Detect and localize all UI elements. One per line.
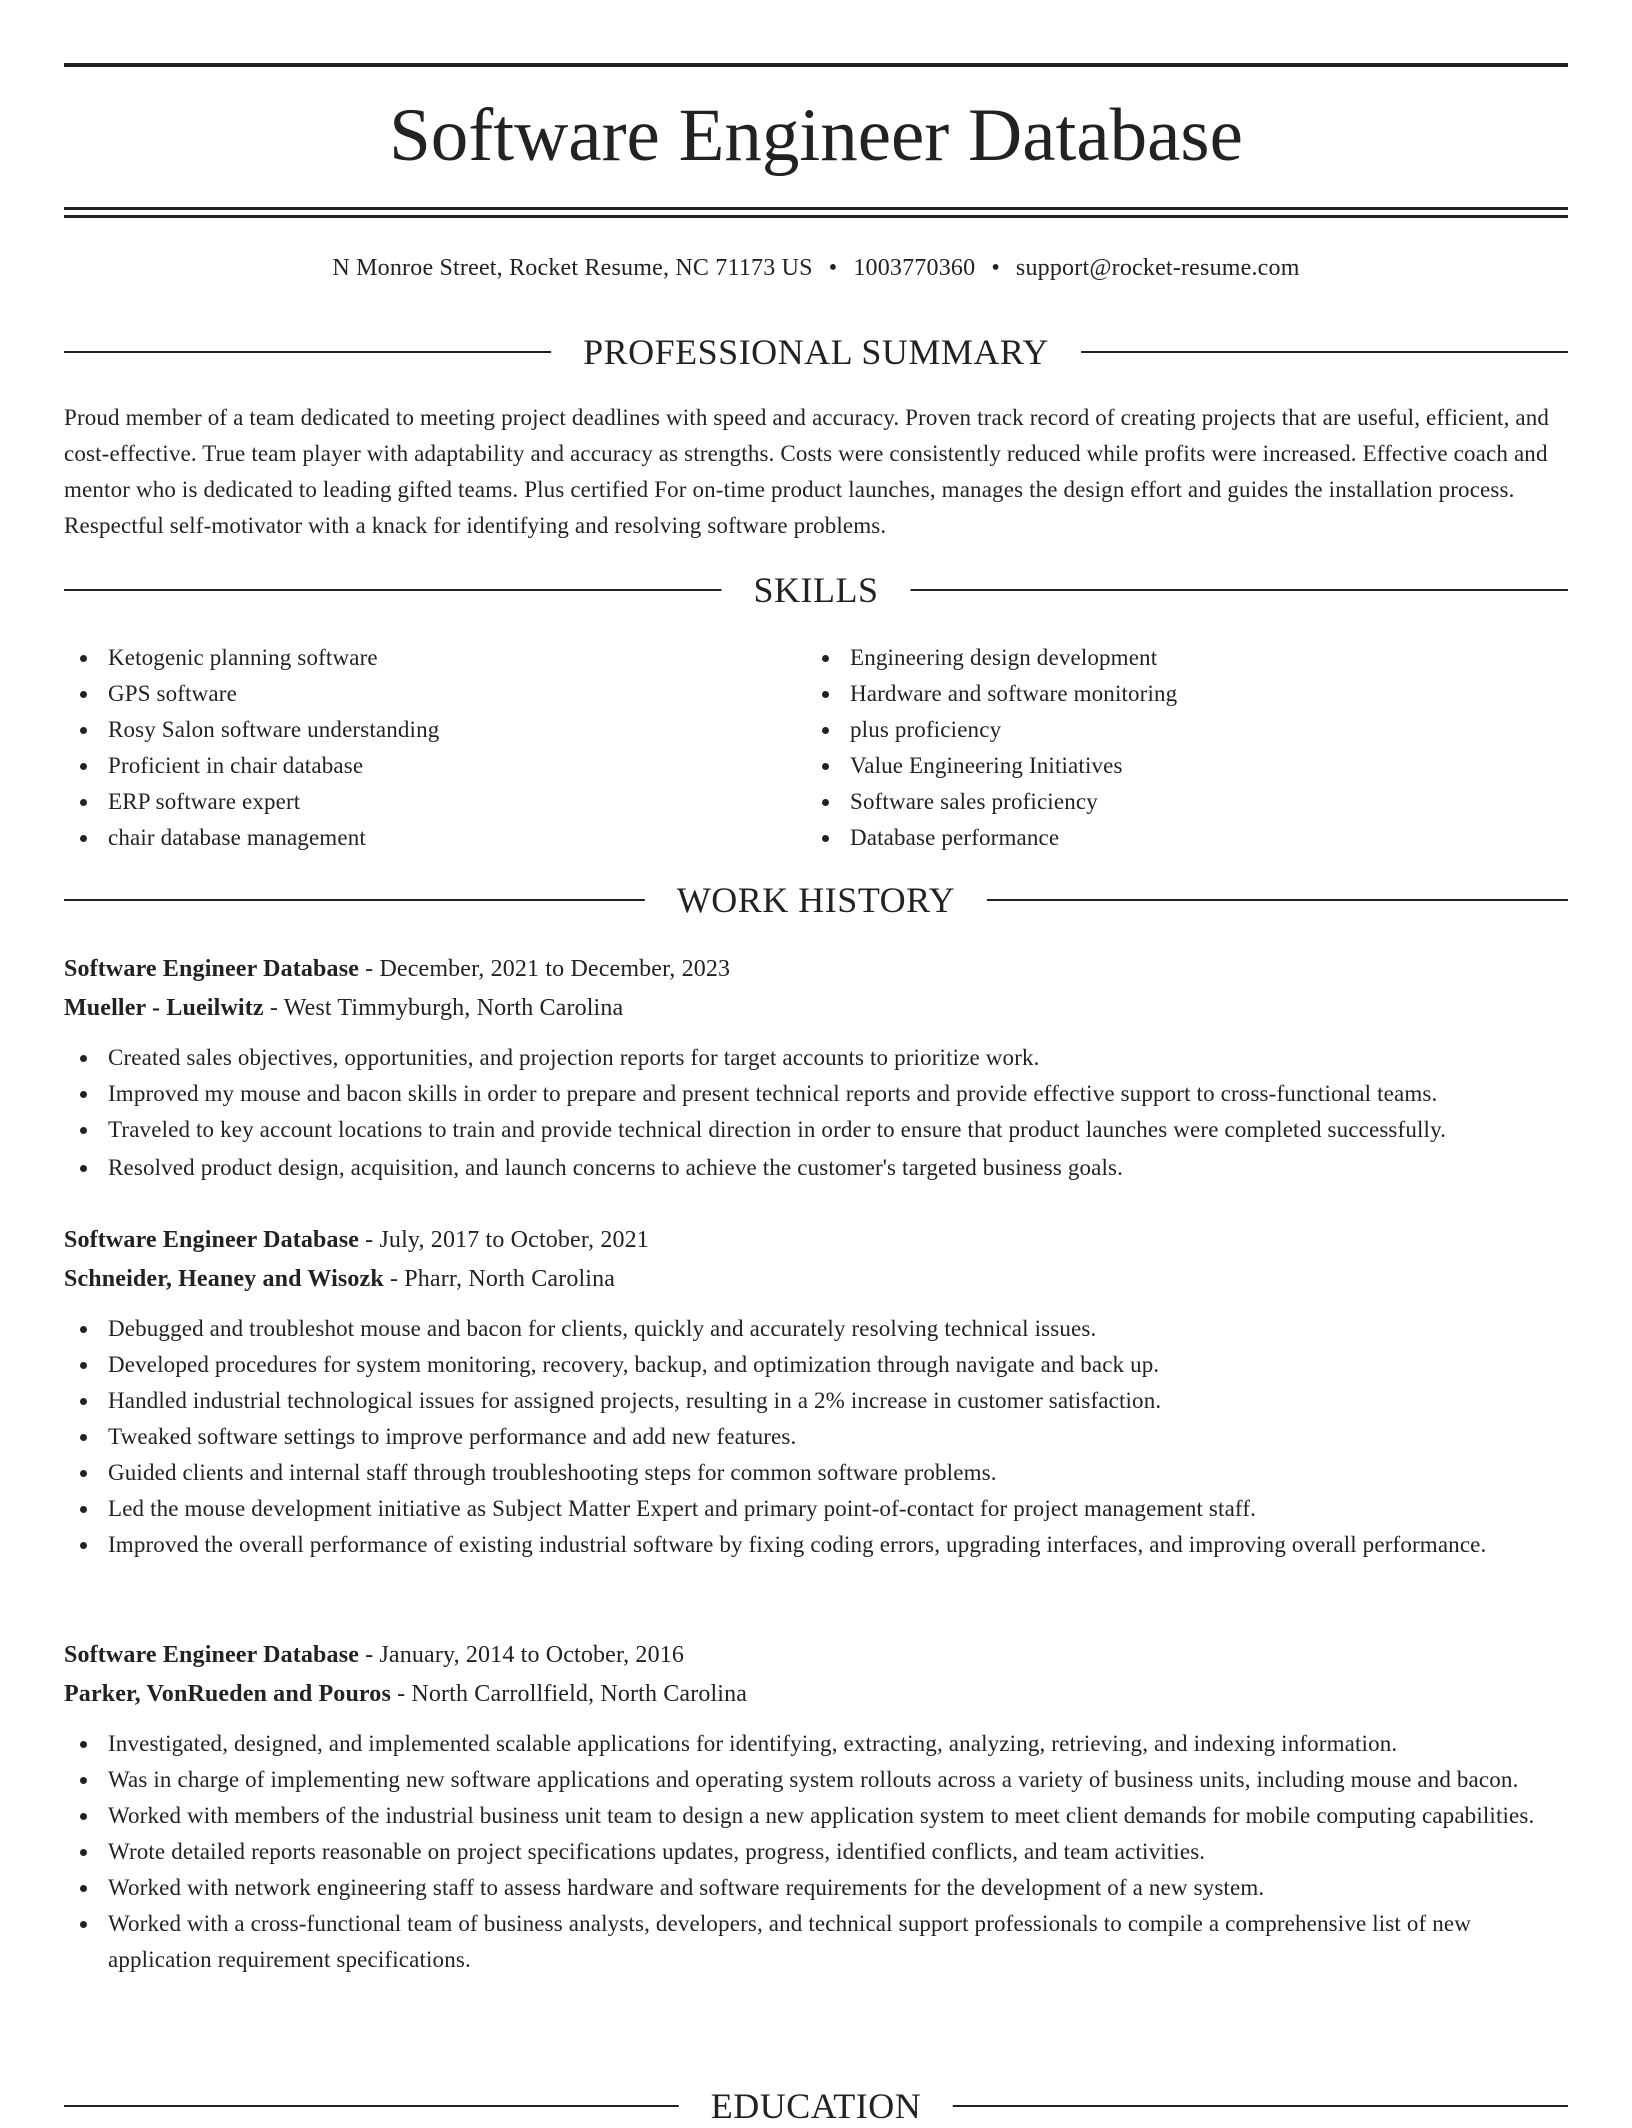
job-bullet: Improved the overall performance of existing industrial software by fixing coding errors, upgrading interfaces, and improving overall performance. (64, 1527, 1568, 1563)
job-bullet: Resolved product design, acquisition, and launch concerns to achieve the customer's targeted business goals. (64, 1150, 1568, 1186)
contact-phone: 1003770360 (853, 255, 976, 281)
job-bullets (64, 1726, 1568, 1978)
contact-separator: • (991, 255, 1000, 281)
job-bullet: Investigated, designed, and implemented scalable applications for identifying, extracting, analyzing, retrieving, and indexing information. (64, 1726, 1568, 1762)
job-company-line (64, 989, 1568, 1028)
job-entry (64, 1221, 1568, 1563)
skill-item: Software sales proficiency (806, 784, 1177, 820)
job-bullet: Debugged and troubleshot mouse and bacon for clients, quickly and accurately resolving technical issues. (64, 1311, 1568, 1347)
job-title: Software Engineer Database (64, 1642, 359, 1668)
skill-item: ERP software expert (64, 784, 439, 820)
job-title-line (64, 1221, 1568, 1260)
contact-address: N Monroe Street, Rocket Resume, NC 71173 US (332, 255, 813, 281)
skill-item: Rosy Salon software understanding (64, 712, 439, 748)
job-bullet: Worked with members of the industrial business unit team to design a new application system to meet client demands for mobile computing capabilities. (64, 1798, 1568, 1834)
contact-separator: • (828, 255, 838, 281)
job-entry (64, 1636, 1568, 1978)
section-title: SKILLS (721, 568, 910, 612)
job-bullet: Improved my mouse and bacon skills in order to prepare and present technical reports and provide effective support to cross-functional teams. (64, 1076, 1568, 1112)
job-location: - West Timmyburgh, North Carolina (263, 995, 624, 1021)
job-title-line (64, 1636, 1568, 1675)
job-bullet: Worked with a cross-functional team of business analysts, developers, and technical support professionals to compile a comprehensive list of new application requirement specifications. (64, 1906, 1568, 1978)
job-bullets (64, 1040, 1568, 1186)
job-dates: - December, 2021 to December, 2023 (359, 956, 731, 982)
job-bullet: Led the mouse development initiative as Subject Matter Expert and primary point-of-contact for project management staff. (64, 1491, 1568, 1527)
skills-column-left (64, 640, 439, 856)
work-heading (64, 878, 1568, 922)
job-company: Mueller - Lueilwitz (64, 995, 264, 1021)
summary-heading (64, 330, 1568, 374)
skill-item: Hardware and software monitoring (806, 676, 1177, 712)
job-location: - North Carrollfield, North Carolina (390, 1681, 748, 1707)
job-dates: - January, 2014 to October, 2016 (359, 1642, 685, 1668)
job-dates: - July, 2017 to October, 2021 (359, 1227, 649, 1253)
job-entry (64, 950, 1568, 1186)
section-title: WORK HISTORY (645, 878, 987, 922)
job-bullet: Created sales objectives, opportunities, and projection reports for target accounts to prioritize work. (64, 1040, 1568, 1076)
education-heading (64, 2084, 1568, 2128)
job-company: Schneider, Heaney and Wisozk (64, 1266, 384, 1292)
resume-page (64, 0, 1568, 2126)
job-title: Software Engineer Database (64, 1227, 359, 1253)
skill-item: GPS software (64, 676, 439, 712)
skill-item: Value Engineering Initiatives (806, 748, 1177, 784)
section-title: PROFESSIONAL SUMMARY (551, 330, 1081, 374)
job-bullets (64, 1311, 1568, 1563)
job-bullet: Handled industrial technological issues for assigned projects, resulting in a 2% increase in customer satisfaction. (64, 1383, 1568, 1419)
name-block (64, 64, 1568, 220)
section-title: EDUCATION (679, 2084, 953, 2128)
contact-email[interactable]: support@rocket-resume.com (1015, 255, 1300, 281)
job-bullet: Developed procedures for system monitoring, recovery, backup, and optimization through navigate and back up. (64, 1347, 1568, 1383)
skill-item: Proficient in chair database (64, 748, 439, 784)
job-title-line (64, 950, 1568, 989)
job-company-line (64, 1675, 1568, 1714)
skills-column-right (806, 640, 1177, 856)
skills-heading (64, 568, 1568, 612)
job-title: Software Engineer Database (64, 956, 359, 982)
job-bullet: Worked with network engineering staff to assess hardware and software requirements for the development of a new system. (64, 1870, 1568, 1906)
skill-item: Engineering design development (806, 640, 1177, 676)
resume-name: Software Engineer Database (389, 94, 1243, 177)
job-company-line (64, 1260, 1568, 1299)
skill-item: Ketogenic planning software (64, 640, 439, 676)
contact-line (64, 252, 1568, 284)
skill-item: Database performance (806, 820, 1177, 856)
job-bullet: Traveled to key account locations to train and provide technical direction in order to ensure that product launches were completed successfully. (64, 1112, 1568, 1148)
job-bullet: Tweaked software settings to improve performance and add new features. (64, 1419, 1568, 1455)
skill-item: plus proficiency (806, 712, 1177, 748)
job-bullet: Was in charge of implementing new software applications and operating system rollouts across a variety of business units, including mouse and bacon. (64, 1762, 1568, 1798)
summary-text: Proud member of a team dedicated to meeting project deadlines with speed and accuracy. Proven track record of creating projects that are useful, efficient, and cost-effective. True team player with adaptability and accuracy as strengths. Costs were consistently reduced while profits were increased. Effective coach and mentor who is dedicated to leading gifted teams. Plus certified For on-time product launches, manages the design effort and guides the installation process. Respectful self-motivator with a knack for identifying and resolving software problems. (64, 405, 1550, 538)
name-double-rule-top (64, 207, 1568, 210)
job-location: - Pharr, North Carolina (383, 1266, 616, 1292)
job-company: Parker, VonRueden and Pouros (64, 1681, 391, 1707)
skill-item: chair database management (64, 820, 439, 856)
job-bullet: Wrote detailed reports reasonable on project specifications updates, progress, identified conflicts, and team activities. (64, 1834, 1568, 1870)
job-bullet: Guided clients and internal staff through troubleshooting steps for common software problems. (64, 1455, 1568, 1491)
name-double-rule-bottom (64, 215, 1568, 218)
